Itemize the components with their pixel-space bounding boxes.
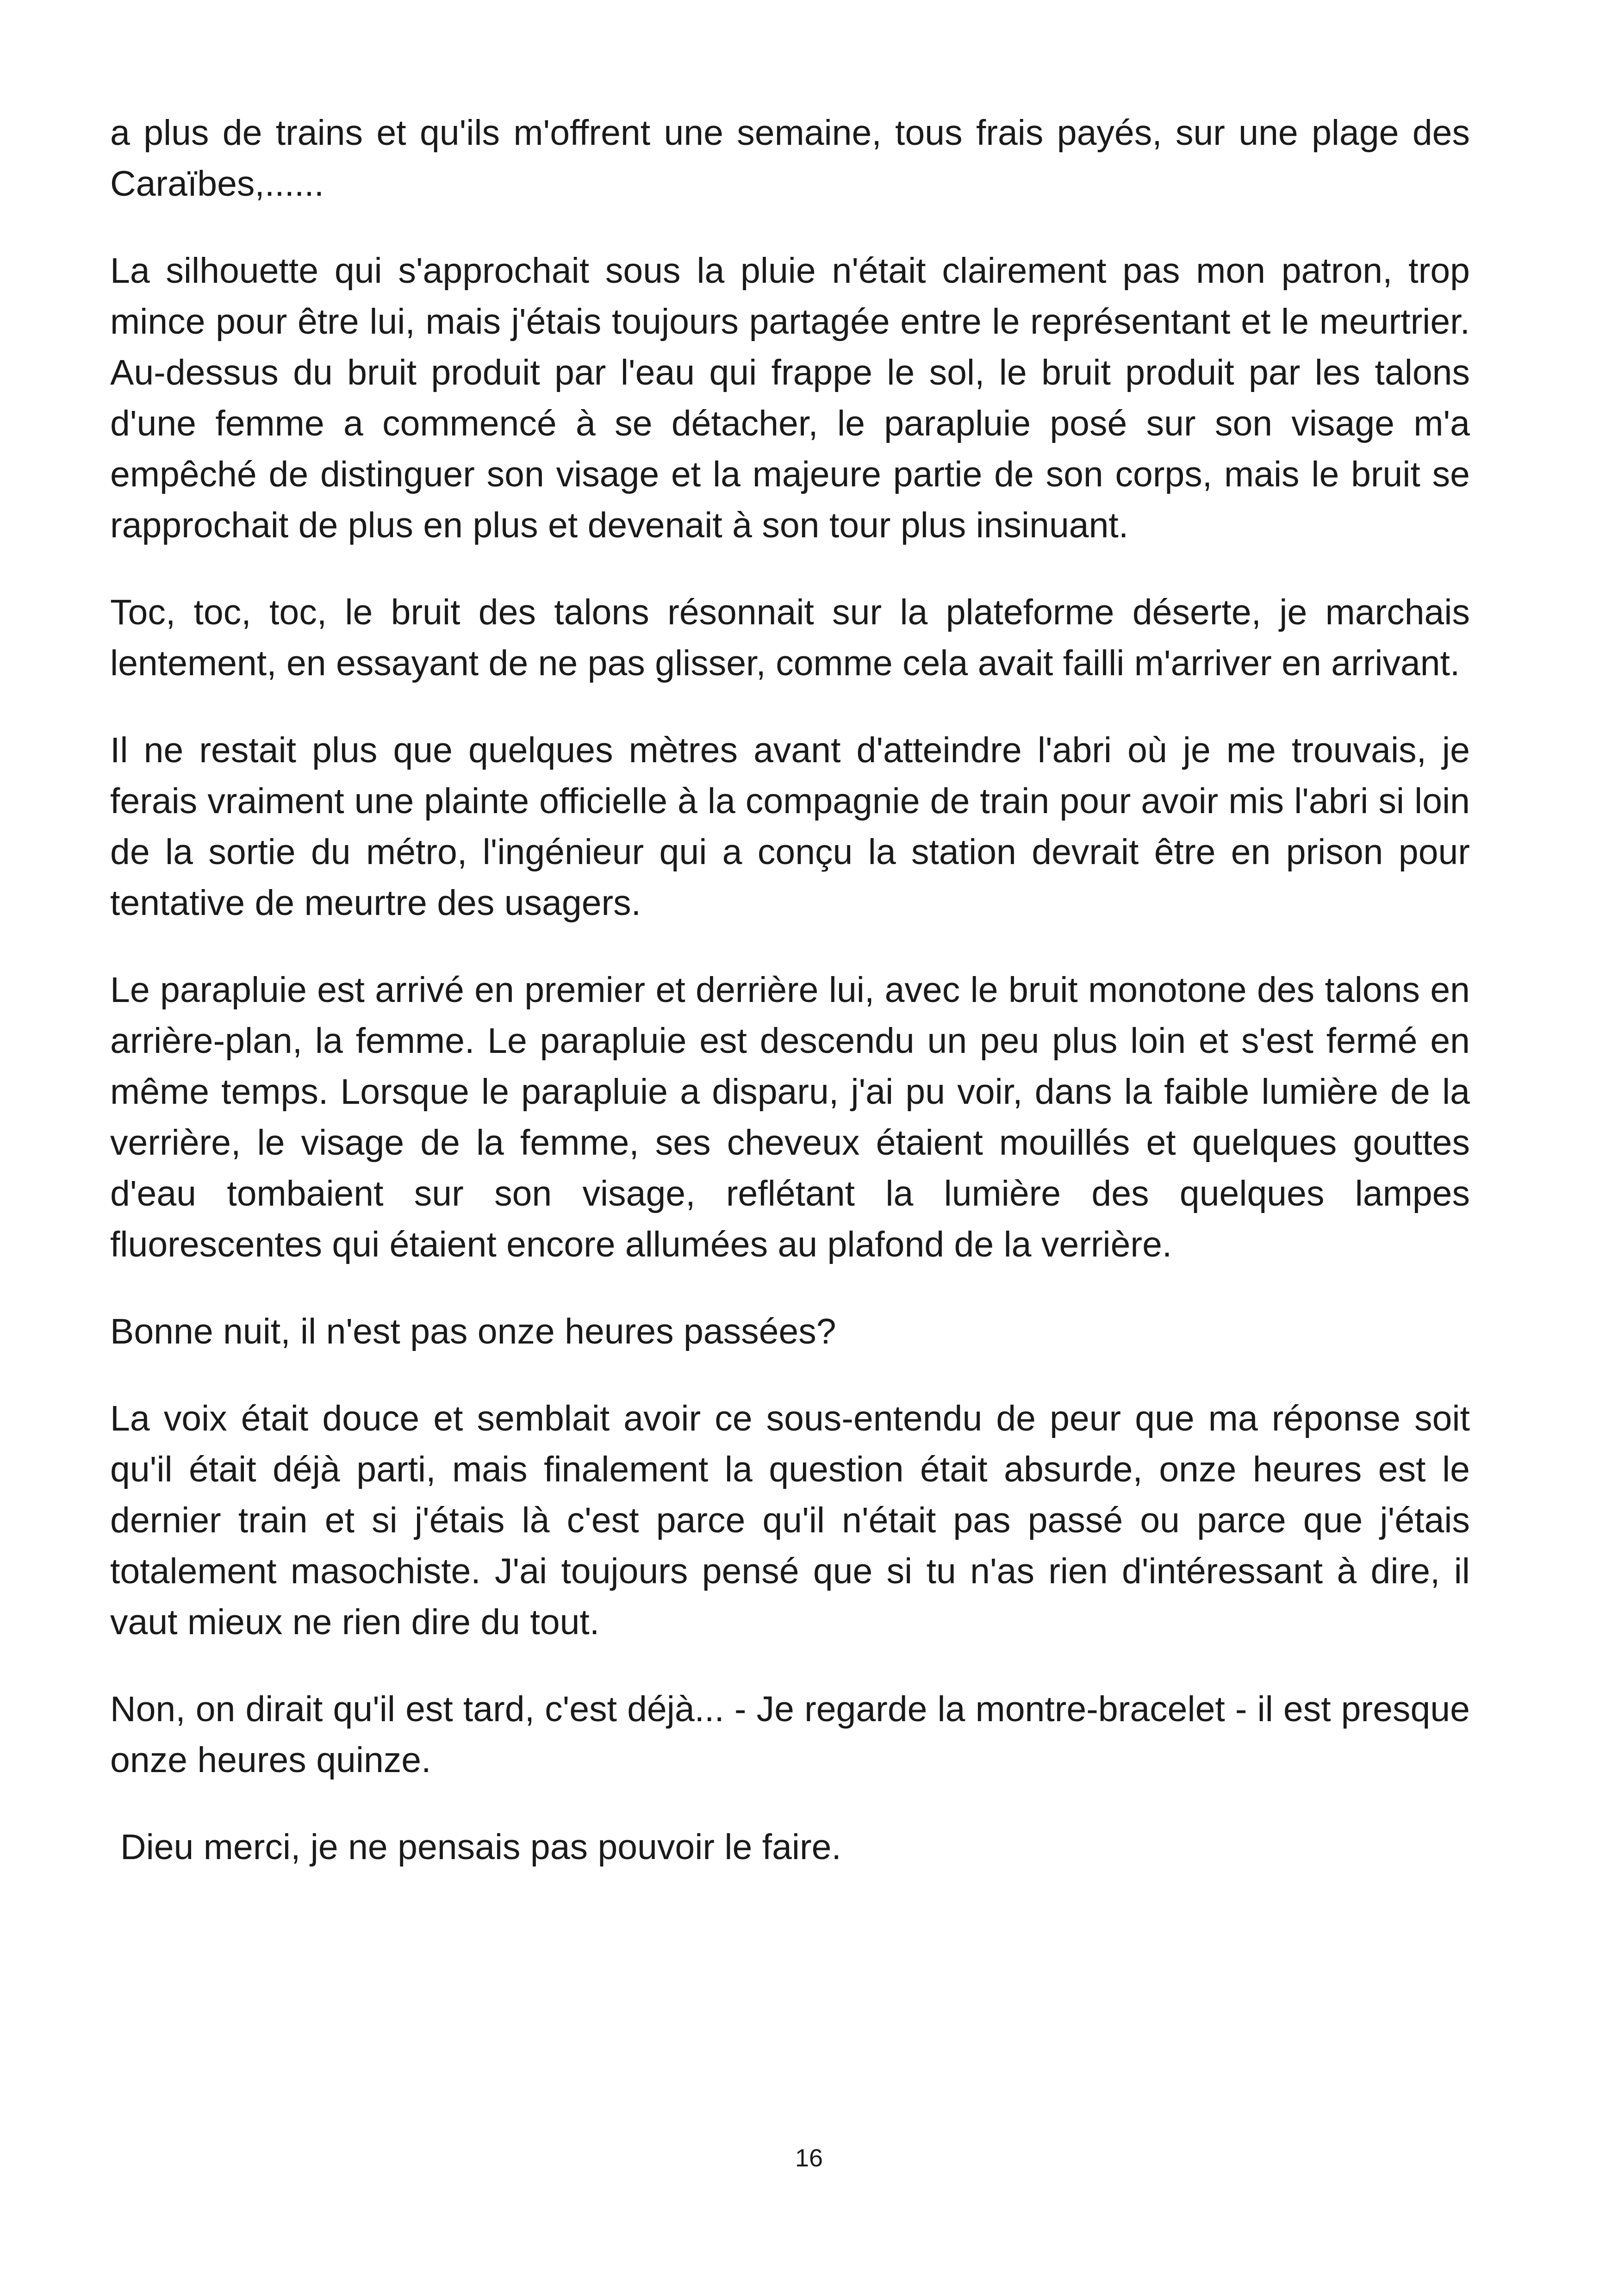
paragraph-1: a plus de trains et qu'ils m'offrent une semaine, tous frais payés, sur une plage des Caraïbes,...... <box>110 113 1470 204</box>
paragraph-3: Toc, toc, toc, le bruit des talons résonnait sur la plateforme déserte, je marchais lentement, en essayant de ne pas glisser, comme cela avait failli m'arriver en arrivant. <box>110 592 1470 683</box>
paragraph-2: La silhouette qui s'approchait sous la pluie n'était clairement pas mon patron, trop mince pour être lui, mais j'étais toujours partagée entre le représentant et le meurtrier. Au-dessus du bruit produit par l'eau qui frappe le sol, le bruit produit par les talons d'une femme a commencé à se détacher, le parapluie posé sur son visage m'a empêché de distinguer son visage et la majeure partie de son corps, mais le bruit se rapprochait de plus en plus et devenait à son tour plus insinuant. <box>110 251 1470 545</box>
paragraph-9: Dieu merci, je ne pensais pas pouvoir le faire. <box>120 1827 841 1867</box>
paragraph-7: La voix était douce et semblait avoir ce sous-entendu de peur que ma réponse soit qu'il était déjà parti, mais finalement la question était absurde, onze heures est le dernier train et si j'étais là c'est parce qu'il n'était pas passé ou parce que j'étais totalement masochiste. J'ai toujours pensé que si tu n'as rien d'intéressant à dire, il vaut mieux ne rien dire du tout. <box>110 1399 1470 1642</box>
paragraph-8: Non, on dirait qu'il est tard, c'est déjà... - Je regarde la montre-bracelet - il est presque onze heures quinze. <box>110 1689 1470 1780</box>
paragraph-6: Bonne nuit, il n'est pas onze heures passées? <box>110 1312 836 1351</box>
page-number: 16 <box>795 2144 823 2172</box>
paragraph-4: Il ne restait plus que quelques mètres avant d'atteindre l'abri où je me trouvais, je ferais vraiment une plainte officielle à la compagnie de train pour avoir mis l'abri si loin de la sortie du métro, l'ingénieur qui a conçu la station devrait être en prison pour tentative de meurtre des usagers. <box>110 730 1470 923</box>
paragraph-5: Le parapluie est arrivé en premier et derrière lui, avec le bruit monotone des talons en arrière-plan, la femme. Le parapluie est descendu un peu plus loin et s'est fermé en même temps. Lorsque le parapluie a disparu, j'ai pu voir, dans la faible lumière de la verrière, le visage de la femme, ses cheveux étaient mouillés et quelques gouttes d'eau tombaient sur son visage, reflétant la lumière des quelques lampes fluorescentes qui étaient encore allumées au plafond de la verrière. <box>110 970 1470 1264</box>
body-text <box>110 107 1470 1909</box>
